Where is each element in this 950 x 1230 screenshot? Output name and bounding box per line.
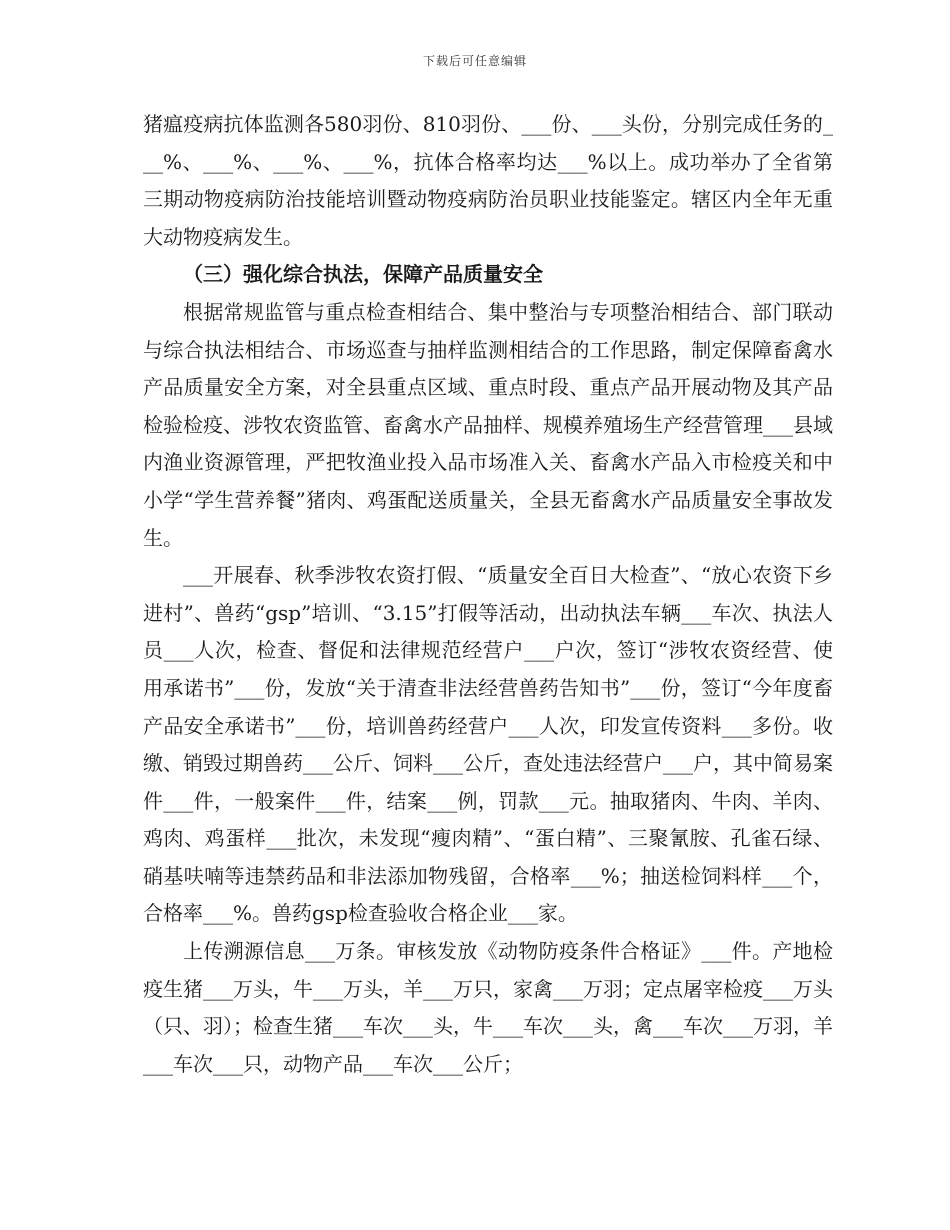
page-header: 下载后可任意编辑 (422, 54, 527, 68)
section-heading-enforcement: （三）强化综合执法，保障产品质量安全 (183, 262, 543, 287)
paragraph-enforcement-activities: ___开展春、秋季涉牧农资打假、“质量安全百日大检查”、“放心农资下乡进村”、兽药“gsp”培训、“3.15”打假等活动，出动执法车辆___车次、执法人员___人次，检查、督促和法律规范经营户___户次，签订“涉牧农资经营、使用承诺书”___份，发放“关于清查非法经营兽药告知书”___份，签订“今年度畜产品安全承诺书”___份，培训兽药经营户___人次，印发宣传资料___多份。收缴、销毁过期兽药___公斤、饲料___公斤，查处违法经营户___户，其中简易案件___件，一般案件___件，结案___例，罚款___元。抽取猪肉、牛肉、羊肉、鸡肉、鸡蛋样___批次，未发现“瘦肉精”、“蛋白精”、三聚氰胺、孔雀石绿、硝基呋喃等违禁药品和非法添加物残留，合格率___%；抽送检饲料样___个，合格率___%。兽药gsp检查验收合格企业___家。 (143, 563, 833, 926)
paragraph-traceability-quarantine: 上传溯源信息___万条。审核发放《动物防疫条件合格证》___件。产地检疫生猪___万头，牛___万头，羊___万只，家禽___万羽；定点屠宰检疫___万头（只、羽）；检查生猪___车次___头，牛___车次___头，禽___车次___万羽，羊___车次___只，动物产品___车次___公斤； (143, 939, 833, 1076)
paragraph-antibody-monitoring: 猪瘟疫病抗体监测各580羽份、810羽份、___份、___头份，分别完成任务的___%、___%、___%、___%，抗体合格率均达___%以上。成功举办了全省第三期动物疫病防治技能培训暨动物疫病防治员职业技能鉴定。辖区内全年无重大动物疫病发生。 (143, 112, 833, 249)
document-body (143, 106, 833, 1083)
paragraph-supervision-approach: 根据常规监管与重点检查相结合、集中整治与专项整治相结合、部门联动与综合执法相结合、市场巡查与抽样监测相结合的工作思路，制定保障畜禽水产品质量安全方案，对全县重点区域、重点时段、重点产品开展动物及其产品检验检疫、涉牧农资监管、畜禽水产品抽样、规模养殖场生产经营管理___县域内渔业资源管理，严把牧渔业投入品市场准入关、畜禽水产品入市检疫关和中小学“学生营养餐”猪肉、鸡蛋配送质量关，全县无畜禽水产品质量安全事故发生。 (143, 299, 833, 550)
